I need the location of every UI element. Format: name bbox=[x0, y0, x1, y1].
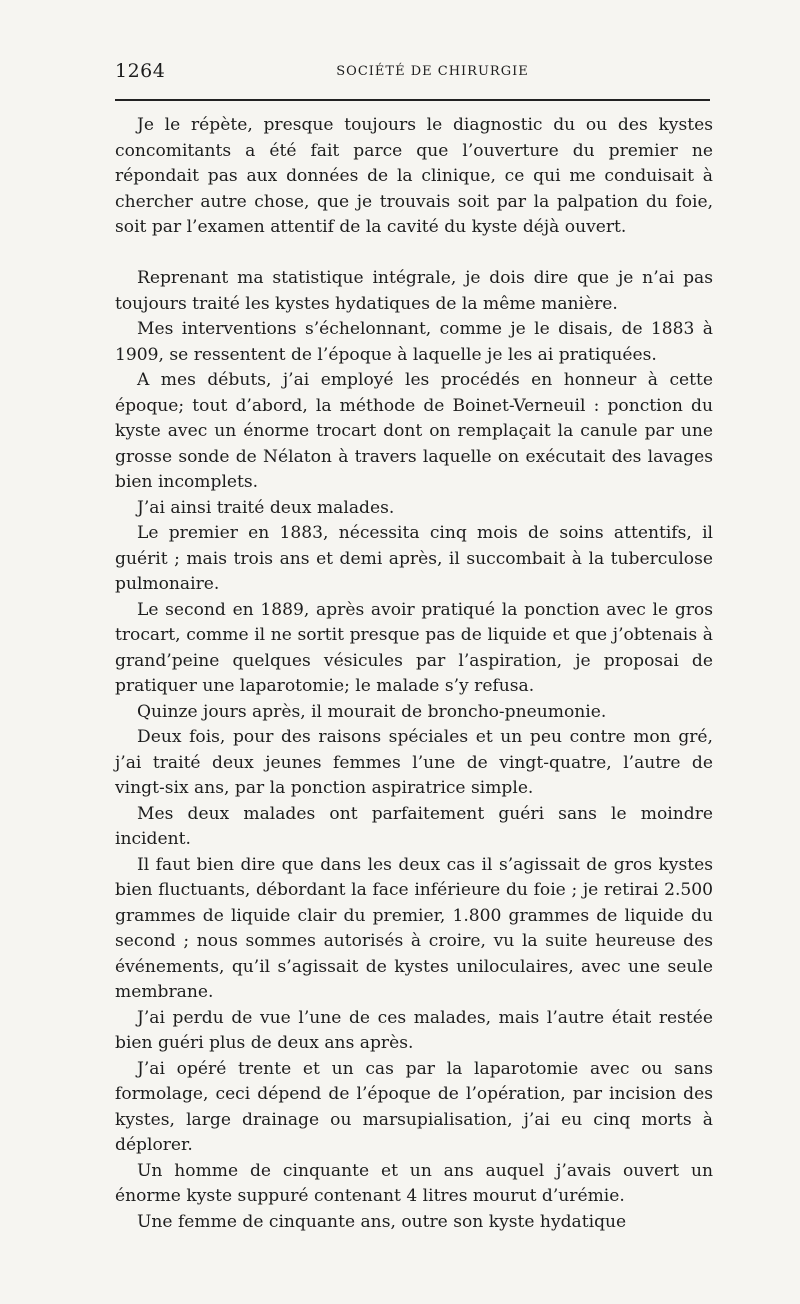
running-title: SOCIÉTÉ DE CHIRURGIE bbox=[336, 64, 529, 79]
paragraph: Je le répète, presque toujours le diagnostic du ou des kystes concomitants a été fait parce que l’ouverture du premier ne répondait pas aux données de la clinique, ce qui me conduisait à chercher autre chose, que je trouvais soit par la palpation du foie, soit par l’examen attentif de la cavité du kyste déjà ouvert. bbox=[115, 115, 713, 237]
paragraph: J’ai ainsi traité deux malades. bbox=[137, 497, 395, 518]
paragraph: Quinze jours après, il mourait de broncho-pneumonie. bbox=[137, 701, 607, 722]
paragraph: J’ai opéré trente et un cas par la laparotomie avec ou sans formolage, ceci dépend de l’époque de l’opération, par incision des kystes, large drainage ou marsupialisation, j’ai eu cinq morts à déplorer. bbox=[115, 1058, 713, 1155]
paragraph: Mes interventions s’échelonnant, comme je le disais, de 1883 à 1909, se ressentent de l’époque à laquelle je les ai pratiquées. bbox=[115, 319, 713, 365]
paragraph: Un homme de cinquante et un ans auquel j’avais ouvert un énorme kyste suppuré contenant 4 litres mourut d’urémie. bbox=[115, 1160, 713, 1206]
paragraph: Le second en 1889, après avoir pratiqué la ponction avec le gros trocart, comme il ne sortit presque pas de liquide et que j’obtenais à grand’peine quelques vésicules par l’aspiration, je proposai de pratiquer une laparotomie; le malade s’y refusa. bbox=[115, 599, 713, 696]
page-number: 1264 bbox=[115, 60, 166, 82]
paragraph: J’ai perdu de vue l’une de ces malades, mais l’autre était restée bien guéri plus de deux ans après. bbox=[115, 1007, 713, 1053]
paragraph: Il faut bien dire que dans les deux cas il s’agissait de gros kystes bien fluctuants, débordant la face inférieure du foie ; je retirai 2.500 grammes de liquide clair du premier, 1.800 grammes de liquide du second ; nous sommes autorisés à croire, vu la suite heureuse des événements, qu’il s’agissait de kystes uniloculaires, avec une seule membrane. bbox=[115, 854, 713, 1002]
page-header bbox=[115, 60, 710, 86]
body-text bbox=[115, 113, 713, 1235]
paragraph: Mes deux malades ont parfaitement guéri sans le moindre incident. bbox=[115, 803, 713, 849]
paragraph: A mes débuts, j’ai employé les procédés en honneur à cette époque; tout d’abord, la méthode de Boinet-Verneuil : ponction du kyste avec un énorme trocart dont on remplaçait la canule par une grosse sonde de Nélaton à travers laquelle on exécutait des lavages bien incomplets. bbox=[115, 370, 713, 492]
paragraph: Le premier en 1883, nécessita cinq mois de soins attentifs, il guérit ; mais trois ans et demi après, il succombait à la tuberculose pulmonaire. bbox=[115, 523, 713, 594]
header-rule bbox=[115, 99, 710, 101]
paragraph: Deux fois, pour des raisons spéciales et un peu contre mon gré, j’ai traité deux jeunes femmes l’une de vingt-quatre, l’autre de vingt-six ans, par la ponction aspiratrice simple. bbox=[115, 727, 713, 798]
paragraph: Une femme de cinquante ans, outre son kyste hydatique bbox=[137, 1211, 627, 1232]
paragraph-gap bbox=[115, 241, 713, 267]
paragraph: Reprenant ma statistique intégrale, je dois dire que je n’ai pas toujours traité les kystes hydatiques de la même manière. bbox=[115, 268, 713, 314]
